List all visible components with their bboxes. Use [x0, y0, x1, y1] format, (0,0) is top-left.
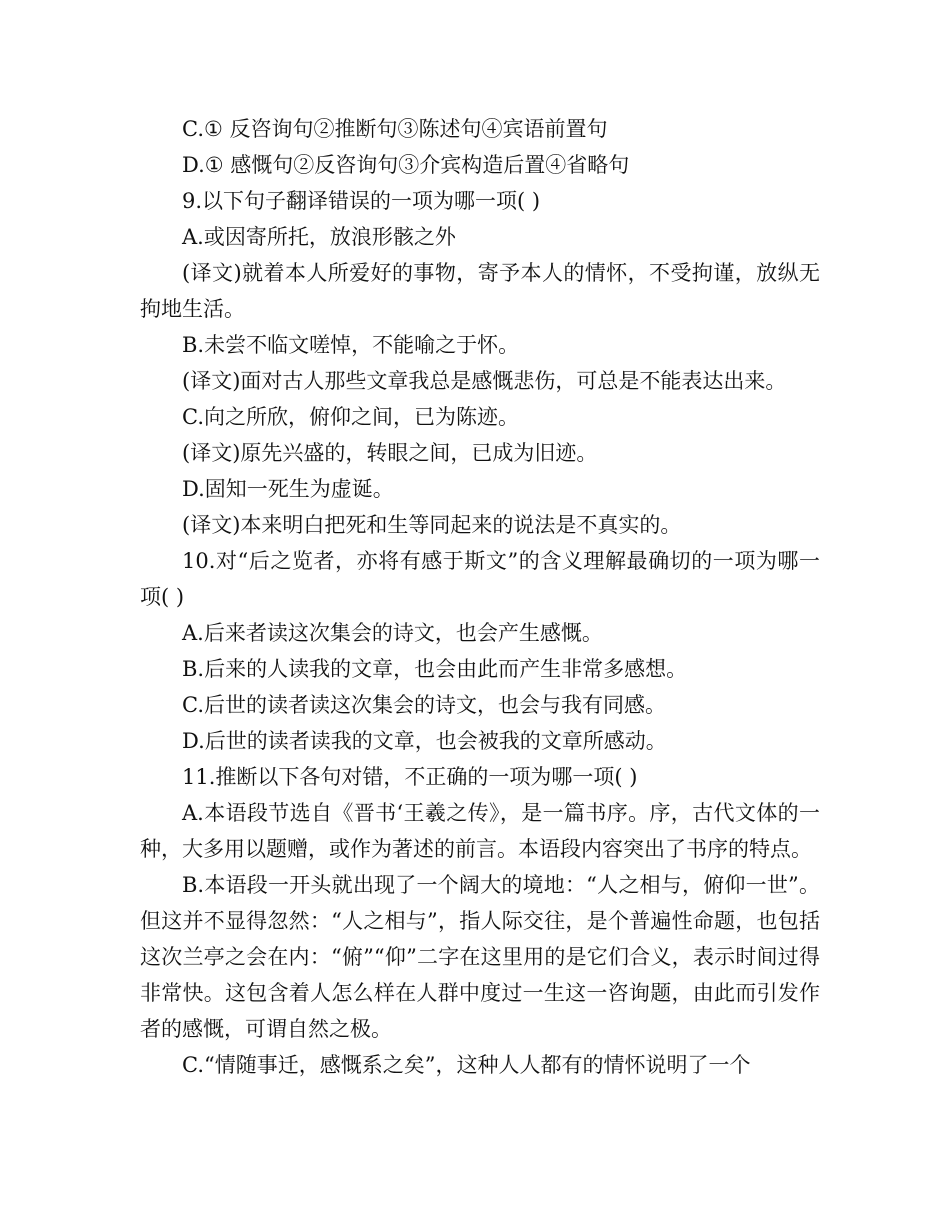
q9-option-a-translation: (译文)就着本人所爱好的事物，寄予本人的情怀，不受拘谨，放纵无拘地生活。 [140, 261, 820, 321]
q10-option-b: B.后来的人读我的文章，也会由此而产生非常多感想。 [182, 657, 688, 681]
q9-option-d-translation: (译文)本来明白把死和生等同起来的说法是不真实的。 [182, 513, 682, 537]
q10-option-a: A.后来者读这次集会的诗文，也会产生感慨。 [182, 621, 603, 645]
question-9: 9.以下句子翻译错误的一项为哪一项( ) [182, 189, 541, 213]
q9-option-b-translation: (译文)面对古人那些文章我总是感慨悲伤，可总是不能表达出来。 [182, 369, 787, 393]
q9-option-b: B.未尝不临文嗟悼，不能喻之于怀。 [182, 333, 520, 357]
q9-option-c-translation: (译文)原先兴盛的，转眼之间，已成为旧迹。 [182, 441, 598, 465]
q9-option-d: D.固知一死生为虚诞。 [182, 477, 394, 501]
q11-option-b: B.本语段一开头就出现了一个阔大的境地：“人之相与，俯仰一世”。但这并不显得忽然：“人之相与”，指人际交往，是个普遍性命题，也包括这次兰亭之会在内：“俯”“仰”二字在这里用的是它们合义，表示时间过得非常快。这包含着人怎么样在人群中度过一生这一咨询题，由此而引发作者的感慨，可谓自然之极。 [140, 873, 820, 1041]
q11-option-c: C.“情随事迁，感慨系之矣”，这种人人都有的情怀说明了一个 [182, 1053, 751, 1077]
question-11: 11.推断以下各句对错，不正确的一项为哪一项( ) [182, 765, 638, 789]
question-10: 10.对“后之览者，亦将有感于斯文”的含义理解最确切的一项为哪一项( ) [140, 549, 820, 609]
q9-option-c: C.向之所欣，俯仰之间，已为陈迹。 [182, 405, 519, 429]
q9-option-a: A.或因寄所托，放浪形骸之外 [182, 225, 456, 249]
q10-option-d: D.后世的读者读我的文章，也会被我的文章所感动。 [182, 729, 667, 753]
document-body [140, 111, 820, 1083]
option-c-line: C.① 反咨询句②推断句③陈述句④宾语前置句 [182, 117, 608, 141]
q11-option-a: A.本语段节选自《晋书‘王羲之传》，是一篇书序。序，古代文体的一种，大多用以题赠，或作为著述的前言。本语段内容突出了书序的特点。 [140, 801, 820, 861]
option-d-line: D.① 感慨句②反咨询句③介宾构造后置④省略句 [182, 153, 630, 177]
q10-option-c: C.后世的读者读这次集会的诗文，也会与我有同感。 [182, 693, 666, 717]
